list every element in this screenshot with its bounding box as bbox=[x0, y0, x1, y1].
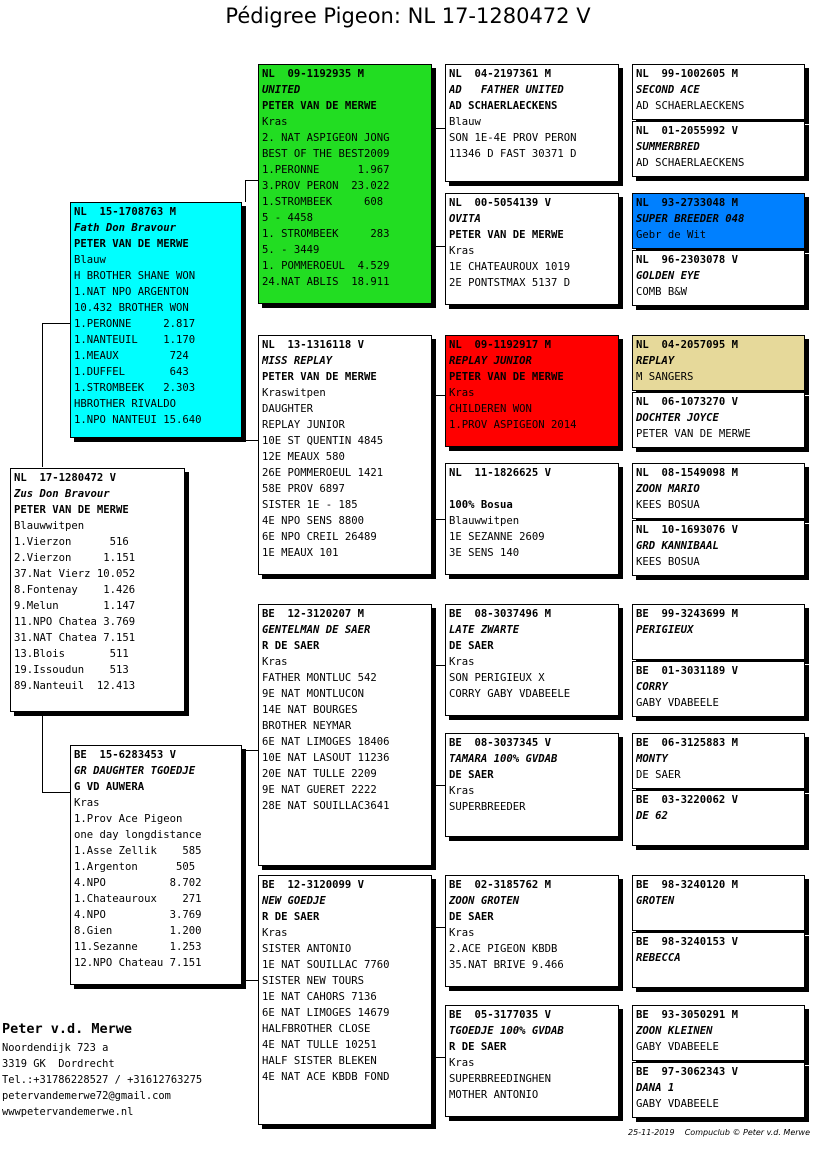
pigeon-detail: 1.Vierzon 516 bbox=[14, 536, 129, 548]
pigeon-name: CORRY bbox=[636, 681, 668, 693]
pigeon-card-g16 bbox=[632, 1062, 805, 1118]
pigeon-detail: Kras bbox=[262, 656, 288, 668]
pigeon-card-g6 bbox=[632, 392, 805, 448]
pigeon-detail: 26E POMMEROEUL 1421 bbox=[262, 467, 384, 479]
pigeon-detail: 1.Chateauroux 271 bbox=[74, 893, 202, 905]
pigeon-detail: 9.Melun 1.147 bbox=[14, 600, 136, 612]
pigeon-detail: 8.Fontenay 1.426 bbox=[14, 584, 136, 596]
pigeon-card-g5 bbox=[632, 335, 805, 391]
pigeon-detail: 1E CHATEAUROUX 1019 bbox=[449, 261, 571, 273]
pigeon-detail: 1E MEAUX 101 bbox=[262, 547, 339, 559]
pigeon-name: OVITA bbox=[449, 213, 481, 225]
pigeon-card-g3 bbox=[632, 193, 805, 249]
footer-date: 25-11-2019 bbox=[628, 1128, 675, 1137]
pigeon-detail: 9E NAT MONTLUCON bbox=[262, 688, 365, 700]
pigeon-owner: GABY VDABEELE bbox=[636, 1041, 719, 1053]
pigeon-detail: 5 - 4458 bbox=[262, 212, 314, 224]
pigeon-detail: Kras bbox=[262, 927, 288, 939]
pigeon-detail: 1E SEZANNE 2609 bbox=[449, 531, 545, 543]
pigeon-name: GROTEN bbox=[636, 895, 675, 907]
pigeon-detail: 19.Issoudun 513 bbox=[14, 664, 129, 676]
ring-number: BE 98-3240120 M bbox=[636, 879, 739, 891]
pigeon-detail: 10E ST QUENTIN 4845 bbox=[262, 435, 384, 447]
pigeon-detail: BEST OF THE BEST2009 bbox=[262, 148, 390, 160]
pigeon-detail: SUPERBREEDINGHEN bbox=[449, 1073, 552, 1085]
pigeon-owner: COMB B&W bbox=[636, 286, 688, 298]
pigeon-card-ff bbox=[258, 64, 432, 304]
pigeon-detail: CORRY GABY VDABEELE bbox=[449, 688, 571, 700]
pigeon-detail: Kras bbox=[449, 1057, 475, 1069]
breeder-phone: Tel.:+31786228527 / +31612763275 bbox=[2, 1074, 203, 1086]
pigeon-detail: SISTER ANTONIO bbox=[262, 943, 352, 955]
pigeon-detail: REPLAY JUNIOR bbox=[262, 419, 345, 431]
pigeon-owner: DE SAER bbox=[449, 640, 494, 652]
pigeon-card-mf bbox=[258, 604, 432, 866]
pigeon-detail: 10E NAT LASOUT 11236 bbox=[262, 752, 390, 764]
pigeon-detail: 1.PROV ASPIGEON 2014 bbox=[449, 419, 577, 431]
pigeon-name: MISS REPLAY bbox=[262, 355, 333, 367]
pigeon-detail: SUPERBREEDER bbox=[449, 801, 526, 813]
pigeon-detail: Kraswitpen bbox=[262, 387, 326, 399]
pigeon-card-g4 bbox=[632, 250, 805, 306]
breeder-email[interactable]: petervandemerwe72@gmail.com bbox=[2, 1090, 171, 1102]
pigeon-detail: SISTER NEW TOURS bbox=[262, 975, 365, 987]
pigeon-detail: 24.NAT ABLIS 18.911 bbox=[262, 276, 390, 288]
pigeon-detail: FATHER MONTLUC 542 bbox=[262, 672, 377, 684]
pigeon-detail: 1.Asse Zellik 585 bbox=[74, 845, 202, 857]
pigeon-detail: 2. NAT ASPIGEON JONG bbox=[262, 132, 390, 144]
pigeon-card-mmf bbox=[445, 875, 619, 987]
pigeon-detail: BROTHER NEYMAR bbox=[262, 720, 352, 732]
footer bbox=[628, 1128, 810, 1137]
pigeon-detail: HALF SISTER BLEKEN bbox=[262, 1055, 377, 1067]
pigeon-owner: M SANGERS bbox=[636, 371, 694, 383]
breeder-website[interactable]: wwwpetervandemerwe.nl bbox=[2, 1106, 134, 1118]
pigeon-detail: 11.NPO Chatea 3.769 bbox=[14, 616, 136, 628]
pigeon-detail: 1.Prov Ace Pigeon bbox=[74, 813, 183, 825]
pigeon-detail: Kras bbox=[449, 927, 475, 939]
pigeon-name bbox=[449, 481, 615, 497]
pigeon-detail: 1.NANTEUIL 1.170 bbox=[74, 334, 196, 346]
pigeon-detail: Kras bbox=[74, 797, 100, 809]
breeder-address: Noordendijk 723 a bbox=[2, 1042, 109, 1054]
ring-number: NL 06-1073270 V bbox=[636, 396, 739, 408]
pigeon-card-fmm bbox=[445, 463, 619, 575]
pigeon-detail: 4.NPO 8.702 bbox=[74, 877, 202, 889]
footer-credit: Compuclub © Peter v.d. Merwe bbox=[684, 1128, 810, 1137]
pigeon-name: NEW GOEDJE bbox=[262, 895, 326, 907]
pigeon-owner: AD SCHAERLAECKENS bbox=[636, 157, 745, 169]
pigeon-detail: 58E PROV 6897 bbox=[262, 483, 345, 495]
pigeon-detail: Blauw bbox=[449, 116, 481, 128]
ring-number: NL 10-1693076 V bbox=[636, 524, 739, 536]
pigeon-detail: 1.PERONNE 1.967 bbox=[262, 164, 390, 176]
ring-number: NL 15-1708763 M bbox=[74, 206, 177, 218]
pigeon-name: GR DAUGHTER TGOEDJE bbox=[74, 765, 196, 777]
pigeon-detail: Kras bbox=[262, 116, 288, 128]
ring-number: BE 12-3120207 M bbox=[262, 608, 365, 620]
pigeon-name: LATE ZWARTE bbox=[449, 624, 520, 636]
ring-number: NL 09-1192917 M bbox=[449, 339, 552, 351]
pigeon-detail: Kras bbox=[449, 387, 475, 399]
pigeon-card-mff bbox=[445, 604, 619, 716]
pigeon-owner bbox=[636, 824, 801, 840]
pigeon-card-mmm bbox=[445, 1005, 619, 1117]
ring-number: NL 11-1826625 V bbox=[449, 467, 552, 479]
pigeon-card-fff bbox=[445, 64, 619, 182]
pigeon-name: ZOON MARIO bbox=[636, 483, 700, 495]
pigeon-owner: PETER VAN DE MERWE bbox=[74, 238, 189, 250]
pigeon-card-g13 bbox=[632, 875, 805, 931]
pigeon-name: UNITED bbox=[262, 84, 301, 96]
pigeon-owner bbox=[636, 909, 801, 925]
ring-number: NL 96-2303078 V bbox=[636, 254, 739, 266]
pigeon-name: SECOND ACE bbox=[636, 84, 700, 96]
pigeon-detail: 28E NAT SOUILLAC3641 bbox=[262, 800, 390, 812]
ring-number: BE 08-3037496 M bbox=[449, 608, 552, 620]
pigeon-detail: 6E NAT LIMOGES 18406 bbox=[262, 736, 390, 748]
pigeon-card-g10 bbox=[632, 661, 805, 717]
ring-number: NL 00-5054139 V bbox=[449, 197, 552, 209]
pigeon-detail: 20E NAT TULLE 2209 bbox=[262, 768, 377, 780]
pigeon-owner: DE SAER bbox=[449, 911, 494, 923]
pigeon-owner: PETER VAN DE MERWE bbox=[262, 371, 377, 383]
pigeon-detail: 12E MEAUX 580 bbox=[262, 451, 345, 463]
ring-number: BE 06-3125883 M bbox=[636, 737, 739, 749]
pigeon-owner: GABY VDABEELE bbox=[636, 1098, 719, 1110]
pigeon-detail: 1.NAT NPO ARGENTON bbox=[74, 286, 189, 298]
pigeon-card-p bbox=[10, 468, 185, 712]
pigeon-detail: 37.Nat Vierz 10.052 bbox=[14, 568, 136, 580]
ring-number: BE 99-3243699 M bbox=[636, 608, 739, 620]
pigeon-name: REPLAY JUNIOR bbox=[449, 355, 532, 367]
pigeon-detail: 1.STROMBEEK 608 bbox=[262, 196, 384, 208]
pigeon-owner: GABY VDABEELE bbox=[636, 697, 719, 709]
pigeon-name: GOLDEN EYE bbox=[636, 270, 700, 282]
pigeon-detail: 4.NPO 3.769 bbox=[74, 909, 202, 921]
pigeon-owner: R DE SAER bbox=[262, 911, 320, 923]
pigeon-detail: SON PERIGIEUX X bbox=[449, 672, 545, 684]
pigeon-detail: 4E NAT TULLE 10251 bbox=[262, 1039, 377, 1051]
pigeon-detail: 1E NAT SOUILLAC 7760 bbox=[262, 959, 390, 971]
page-title: Pédigree Pigeon: NL 17-1280472 V bbox=[225, 4, 591, 28]
ring-number: NL 93-2733048 M bbox=[636, 197, 739, 209]
pigeon-name: Fath Don Bravour bbox=[74, 222, 177, 234]
pigeon-name: ZOON KLEINEN bbox=[636, 1025, 713, 1037]
pigeon-owner: PETER VAN DE MERWE bbox=[262, 100, 377, 112]
ring-number: BE 93-3050291 M bbox=[636, 1009, 739, 1021]
pigeon-name: REPLAY bbox=[636, 355, 675, 367]
pigeon-detail: 4E NPO SENS 8800 bbox=[262, 515, 365, 527]
pigeon-detail: H BROTHER SHANE WON bbox=[74, 270, 196, 282]
pigeon-detail: 1.STROMBEEK 2.303 bbox=[74, 382, 196, 394]
pigeon-detail: 13.Blois 511 bbox=[14, 648, 129, 660]
pigeon-detail: 1.NPO NANTEUI 15.640 bbox=[74, 414, 202, 426]
pigeon-owner: Gebr de Wit bbox=[636, 229, 707, 241]
pigeon-name: GENTELMAN DE SAER bbox=[262, 624, 371, 636]
pigeon-detail: 1.PERONNE 2.817 bbox=[74, 318, 196, 330]
ring-number: BE 08-3037345 V bbox=[449, 737, 552, 749]
pigeon-detail: 2.ACE PIGEON KBDB bbox=[449, 943, 558, 955]
pigeon-card-mfm bbox=[445, 733, 619, 837]
ring-number: NL 13-1316118 V bbox=[262, 339, 365, 351]
pigeon-detail: Kras bbox=[449, 245, 475, 257]
pigeon-name: DOCHTER JOYCE bbox=[636, 412, 719, 424]
pigeon-owner bbox=[636, 638, 801, 654]
ring-number: BE 15-6283453 V bbox=[74, 749, 177, 761]
pigeon-detail: 6E NPO CREIL 26489 bbox=[262, 531, 377, 543]
pigeon-card-fmf bbox=[445, 335, 619, 447]
pigeon-detail: Blauwwitpen bbox=[14, 520, 85, 532]
pigeon-owner: R DE SAER bbox=[262, 640, 320, 652]
pigeon-name: DE 62 bbox=[636, 810, 668, 822]
ring-number: BE 12-3120099 V bbox=[262, 879, 365, 891]
pigeon-detail: 35.NAT BRIVE 9.466 bbox=[449, 959, 564, 971]
pigeon-owner: KEES BOSUA bbox=[636, 556, 700, 568]
ring-number: BE 05-3177035 V bbox=[449, 1009, 552, 1021]
ring-number: BE 97-3062343 V bbox=[636, 1066, 739, 1078]
pigeon-detail: 14E NAT BOURGES bbox=[262, 704, 358, 716]
pigeon-detail: one day longdistance bbox=[74, 829, 202, 841]
pigeon-card-g8 bbox=[632, 520, 805, 576]
pigeon-card-g1 bbox=[632, 64, 805, 120]
ring-number: NL 04-2057095 M bbox=[636, 339, 739, 351]
pigeon-owner: 100% Bosua bbox=[449, 499, 513, 511]
pigeon-detail: Kras bbox=[449, 656, 475, 668]
pigeon-detail: 1.Argenton 505 bbox=[74, 861, 196, 873]
pigeon-detail: 3.PROV PERON 23.022 bbox=[262, 180, 390, 192]
pigeon-detail: DAUGHTER bbox=[262, 403, 314, 415]
pigeon-detail: 6E NAT LIMOGES 14679 bbox=[262, 1007, 390, 1019]
pigeon-name: PERIGIEUX bbox=[636, 624, 694, 636]
pigeon-owner: PETER VAN DE MERWE bbox=[449, 371, 564, 383]
ring-number: NL 01-2055992 V bbox=[636, 125, 739, 137]
pigeon-owner: PETER VAN DE MERWE bbox=[14, 504, 129, 516]
pigeon-name: GRD KANNIBAAL bbox=[636, 540, 719, 552]
pigeon-card-g15 bbox=[632, 1005, 805, 1061]
pigeon-name: TAMARA 100% GVDAB bbox=[449, 753, 558, 765]
pigeon-detail: 89.Nanteuil 12.413 bbox=[14, 680, 136, 692]
pigeon-detail: HBROTHER RIVALDO bbox=[74, 398, 177, 410]
pigeon-name: MONTY bbox=[636, 753, 668, 765]
pigeon-detail: 1.MEAUX 724 bbox=[74, 350, 189, 362]
ring-number: BE 01-3031189 V bbox=[636, 665, 739, 677]
pigeon-detail: 31.NAT Chatea 7.151 bbox=[14, 632, 136, 644]
ring-number: NL 17-1280472 V bbox=[14, 472, 117, 484]
pigeon-detail: HALFBROTHER CLOSE bbox=[262, 1023, 371, 1035]
ring-number: NL 04-2197361 M bbox=[449, 68, 552, 80]
pigeon-card-ffm bbox=[445, 193, 619, 305]
pigeon-card-mm bbox=[258, 875, 432, 1125]
pigeon-card-g9 bbox=[632, 604, 805, 660]
pigeon-owner: R DE SAER bbox=[449, 1041, 507, 1053]
pigeon-detail: 4E NAT ACE KBDB FOND bbox=[262, 1071, 390, 1083]
pigeon-name: Zus Don Bravour bbox=[14, 488, 110, 500]
pigeon-detail: SON 1E-4E PROV PERON bbox=[449, 132, 577, 144]
pigeon-detail: 1. POMMEROEUL 4.529 bbox=[262, 260, 390, 272]
ring-number: NL 99-1002605 M bbox=[636, 68, 739, 80]
ring-number: BE 03-3220062 V bbox=[636, 794, 739, 806]
pigeon-detail: 1E NAT CAHORS 7136 bbox=[262, 991, 377, 1003]
pigeon-detail: 10.432 BROTHER WON bbox=[74, 302, 189, 314]
pigeon-name: DANA 1 bbox=[636, 1082, 675, 1094]
pigeon-owner: AD SCHAERLAECKENS bbox=[449, 100, 558, 112]
pigeon-detail: 12.NPO Chateau 7.151 bbox=[74, 957, 202, 969]
pigeon-owner: DE SAER bbox=[449, 769, 494, 781]
ring-number: BE 02-3185762 M bbox=[449, 879, 552, 891]
pigeon-detail: 9E NAT GUERET 2222 bbox=[262, 784, 377, 796]
pigeon-card-g14 bbox=[632, 932, 805, 988]
pigeon-owner bbox=[636, 966, 801, 982]
pigeon-name: REBECCA bbox=[636, 952, 681, 964]
pigeon-detail: 8.Gien 1.200 bbox=[74, 925, 202, 937]
pigeon-card-g11 bbox=[632, 733, 805, 789]
pigeon-name: SUMMERBRED bbox=[636, 141, 700, 153]
pigeon-owner: PETER VAN DE MERWE bbox=[636, 428, 751, 440]
breeder-name: Peter v.d. Merwe bbox=[2, 1021, 133, 1037]
pigeon-detail: Blauwwitpen bbox=[449, 515, 520, 527]
ring-number: NL 08-1549098 M bbox=[636, 467, 739, 479]
breeder-contact bbox=[2, 1018, 202, 1120]
pigeon-detail: 1.DUFFEL 643 bbox=[74, 366, 189, 378]
pigeon-detail: 3E SENS 140 bbox=[449, 547, 520, 559]
pigeon-detail: Kras bbox=[449, 785, 475, 797]
pigeon-card-g7 bbox=[632, 463, 805, 519]
pigeon-card-m bbox=[70, 745, 242, 985]
pigeon-detail: SISTER 1E - 185 bbox=[262, 499, 358, 511]
pigeon-name: TGOEDJE 100% GVDAB bbox=[449, 1025, 564, 1037]
pigeon-owner: PETER VAN DE MERWE bbox=[449, 229, 564, 241]
ring-number: NL 09-1192935 M bbox=[262, 68, 365, 80]
breeder-city: 3319 GK Dordrecht bbox=[2, 1058, 115, 1070]
pigeon-detail: Blauw bbox=[74, 254, 106, 266]
pigeon-card-f bbox=[70, 202, 242, 438]
pigeon-detail: 1. STROMBEEK 283 bbox=[262, 228, 390, 240]
pigeon-owner: KEES BOSUA bbox=[636, 499, 700, 511]
pigeon-owner: DE SAER bbox=[636, 769, 681, 781]
pigeon-detail: 2.Vierzon 1.151 bbox=[14, 552, 136, 564]
pigeon-name: ZOON GROTEN bbox=[449, 895, 520, 907]
pigeon-card-g2 bbox=[632, 121, 805, 177]
pigeon-card-g12 bbox=[632, 790, 805, 846]
pigeon-name: AD FATHER UNITED bbox=[449, 84, 564, 96]
pigeon-name: SUPER BREEDER 048 bbox=[636, 213, 745, 225]
pigeon-detail: 2E PONTSTMAX 5137 D bbox=[449, 277, 571, 289]
pigeon-detail: 11346 D FAST 30371 D bbox=[449, 148, 577, 160]
pigeon-detail: 5. - 3449 bbox=[262, 244, 320, 256]
pigeon-detail: 11.Sezanne 1.253 bbox=[74, 941, 202, 953]
pigeon-detail: MOTHER ANTONIO bbox=[449, 1089, 539, 1101]
pigeon-detail: CHILDEREN WON bbox=[449, 403, 532, 415]
pigeon-card-fm bbox=[258, 335, 432, 575]
pigeon-owner: AD SCHAERLAECKENS bbox=[636, 100, 745, 112]
ring-number: BE 98-3240153 V bbox=[636, 936, 739, 948]
pigeon-owner: G VD AUWERA bbox=[74, 781, 145, 793]
